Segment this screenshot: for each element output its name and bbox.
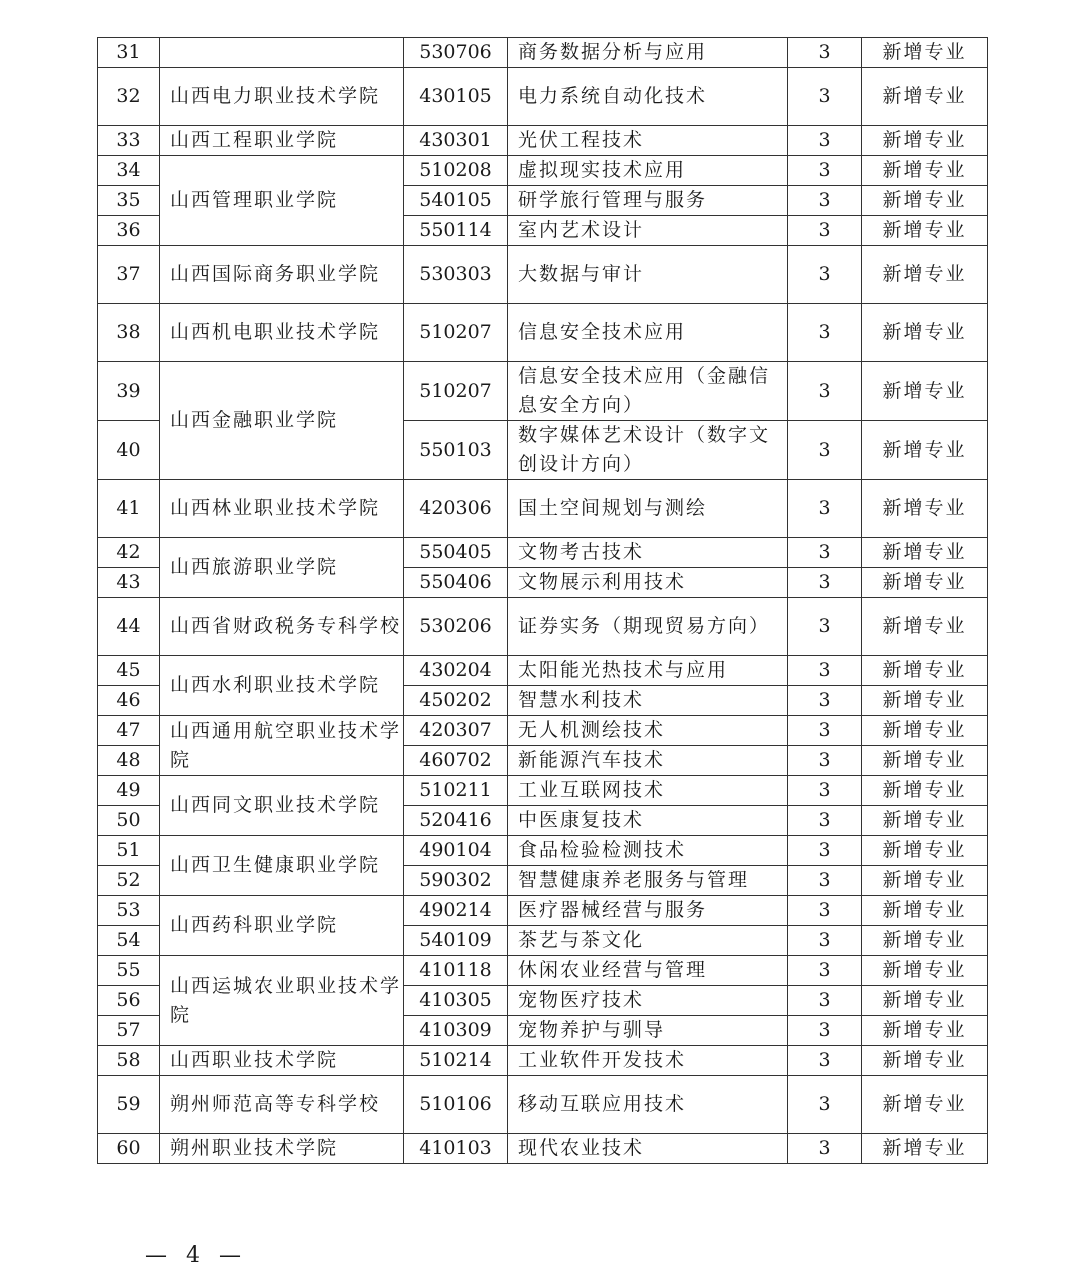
major-code: 530303 (404, 246, 508, 304)
change-type: 新增专业 (862, 716, 988, 746)
row-number: 53 (98, 896, 160, 926)
row-number: 46 (98, 686, 160, 716)
major-name: 工业互联网技术 (508, 776, 788, 806)
table-row (98, 538, 988, 568)
table-row (98, 716, 988, 746)
study-years: 3 (788, 68, 862, 126)
study-years: 3 (788, 1134, 862, 1164)
major-code: 550103 (404, 421, 508, 480)
major-name: 商务数据分析与应用 (508, 38, 788, 68)
major-name: 数字媒体艺术设计（数字文创设计方向） (508, 421, 788, 480)
change-type: 新增专业 (862, 986, 988, 1016)
major-name: 大数据与审计 (508, 246, 788, 304)
study-years: 3 (788, 776, 862, 806)
school-name: 朔州职业技术学院 (160, 1134, 404, 1164)
major-code: 510106 (404, 1076, 508, 1134)
change-type: 新增专业 (862, 38, 988, 68)
major-code: 550405 (404, 538, 508, 568)
row-number: 36 (98, 216, 160, 246)
table-row (98, 598, 988, 656)
major-name: 移动互联应用技术 (508, 1076, 788, 1134)
change-type: 新增专业 (862, 926, 988, 956)
table-row (98, 304, 988, 362)
major-name: 信息安全技术应用（金融信息安全方向） (508, 362, 788, 421)
study-years: 3 (788, 836, 862, 866)
row-number: 31 (98, 38, 160, 68)
major-code: 530206 (404, 598, 508, 656)
school-name: 山西工程职业学院 (160, 126, 404, 156)
study-years: 3 (788, 568, 862, 598)
school-name: 山西金融职业学院 (160, 362, 404, 480)
major-name: 中医康复技术 (508, 806, 788, 836)
school-name: 山西机电职业技术学院 (160, 304, 404, 362)
major-code: 420306 (404, 480, 508, 538)
major-name: 证券实务（期现贸易方向） (508, 598, 788, 656)
major-name: 文物展示利用技术 (508, 568, 788, 598)
change-type: 新增专业 (862, 746, 988, 776)
study-years: 3 (788, 956, 862, 986)
major-name: 国土空间规划与测绘 (508, 480, 788, 538)
row-number: 41 (98, 480, 160, 538)
school-name: 山西国际商务职业学院 (160, 246, 404, 304)
major-code: 550114 (404, 216, 508, 246)
table-row (98, 656, 988, 686)
major-name: 医疗器械经营与服务 (508, 896, 788, 926)
table-row (98, 776, 988, 806)
change-type: 新增专业 (862, 304, 988, 362)
major-code: 420307 (404, 716, 508, 746)
change-type: 新增专业 (862, 186, 988, 216)
change-type: 新增专业 (862, 1076, 988, 1134)
major-code: 430301 (404, 126, 508, 156)
change-type: 新增专业 (862, 686, 988, 716)
change-type: 新增专业 (862, 421, 988, 480)
school-name: 山西运城农业职业技术学院 (160, 956, 404, 1046)
majors-table (97, 37, 988, 1164)
row-number: 57 (98, 1016, 160, 1046)
major-name: 室内艺术设计 (508, 216, 788, 246)
study-years: 3 (788, 421, 862, 480)
change-type: 新增专业 (862, 362, 988, 421)
major-code: 540105 (404, 186, 508, 216)
major-name: 太阳能光热技术与应用 (508, 656, 788, 686)
major-code: 530706 (404, 38, 508, 68)
major-code: 520416 (404, 806, 508, 836)
major-name: 宠物养护与驯导 (508, 1016, 788, 1046)
school-name: 山西林业职业技术学院 (160, 480, 404, 538)
study-years: 3 (788, 716, 862, 746)
school-name: 山西同文职业技术学院 (160, 776, 404, 836)
study-years: 3 (788, 598, 862, 656)
table-row (98, 156, 988, 186)
table-row (98, 126, 988, 156)
study-years: 3 (788, 362, 862, 421)
major-code: 540109 (404, 926, 508, 956)
table-row (98, 896, 988, 926)
table-row (98, 836, 988, 866)
row-number: 37 (98, 246, 160, 304)
study-years: 3 (788, 806, 862, 836)
major-code: 460702 (404, 746, 508, 776)
school-name: 山西旅游职业学院 (160, 538, 404, 598)
row-number: 42 (98, 538, 160, 568)
school-name: 山西省财政税务专科学校 (160, 598, 404, 656)
change-type: 新增专业 (862, 1134, 988, 1164)
major-code: 510207 (404, 362, 508, 421)
page-number: — 4 — (145, 1243, 247, 1268)
change-type: 新增专业 (862, 836, 988, 866)
major-code: 410103 (404, 1134, 508, 1164)
major-code: 510207 (404, 304, 508, 362)
table-row (98, 362, 988, 421)
row-number: 45 (98, 656, 160, 686)
major-name: 无人机测绘技术 (508, 716, 788, 746)
change-type: 新增专业 (862, 126, 988, 156)
major-code: 410118 (404, 956, 508, 986)
school-name-empty (160, 38, 404, 68)
major-code: 410305 (404, 986, 508, 1016)
school-name: 朔州师范高等专科学校 (160, 1076, 404, 1134)
change-type: 新增专业 (862, 216, 988, 246)
major-code: 550406 (404, 568, 508, 598)
study-years: 3 (788, 686, 862, 716)
row-number: 38 (98, 304, 160, 362)
major-code: 510211 (404, 776, 508, 806)
study-years: 3 (788, 156, 862, 186)
row-number: 47 (98, 716, 160, 746)
major-code: 590302 (404, 866, 508, 896)
row-number: 58 (98, 1046, 160, 1076)
table-row (98, 480, 988, 538)
study-years: 3 (788, 1016, 862, 1046)
study-years: 3 (788, 866, 862, 896)
row-number: 60 (98, 1134, 160, 1164)
major-name: 现代农业技术 (508, 1134, 788, 1164)
row-number: 55 (98, 956, 160, 986)
change-type: 新增专业 (862, 776, 988, 806)
table-row (98, 68, 988, 126)
major-name: 新能源汽车技术 (508, 746, 788, 776)
table-row (98, 1076, 988, 1134)
change-type: 新增专业 (862, 156, 988, 186)
major-code: 510208 (404, 156, 508, 186)
change-type: 新增专业 (862, 568, 988, 598)
row-number: 54 (98, 926, 160, 956)
major-code: 490214 (404, 896, 508, 926)
change-type: 新增专业 (862, 1016, 988, 1046)
change-type: 新增专业 (862, 598, 988, 656)
row-number: 56 (98, 986, 160, 1016)
major-name: 食品检验检测技术 (508, 836, 788, 866)
major-code: 490104 (404, 836, 508, 866)
change-type: 新增专业 (862, 1046, 988, 1076)
row-number: 39 (98, 362, 160, 421)
change-type: 新增专业 (862, 246, 988, 304)
major-name: 研学旅行管理与服务 (508, 186, 788, 216)
table-row (98, 1134, 988, 1164)
row-number: 49 (98, 776, 160, 806)
row-number: 33 (98, 126, 160, 156)
change-type: 新增专业 (862, 480, 988, 538)
major-code: 430204 (404, 656, 508, 686)
study-years: 3 (788, 896, 862, 926)
row-number: 32 (98, 68, 160, 126)
major-name: 宠物医疗技术 (508, 986, 788, 1016)
school-name: 山西管理职业学院 (160, 156, 404, 246)
study-years: 3 (788, 986, 862, 1016)
school-name: 山西药科职业学院 (160, 896, 404, 956)
change-type: 新增专业 (862, 538, 988, 568)
row-number: 43 (98, 568, 160, 598)
study-years: 3 (788, 216, 862, 246)
table-row (98, 246, 988, 304)
study-years: 3 (788, 246, 862, 304)
study-years: 3 (788, 656, 862, 686)
row-number: 51 (98, 836, 160, 866)
school-name: 山西电力职业技术学院 (160, 68, 404, 126)
change-type: 新增专业 (862, 956, 988, 986)
major-name: 休闲农业经营与管理 (508, 956, 788, 986)
school-name: 山西卫生健康职业学院 (160, 836, 404, 896)
study-years: 3 (788, 746, 862, 776)
study-years: 3 (788, 538, 862, 568)
major-code: 430105 (404, 68, 508, 126)
row-number: 35 (98, 186, 160, 216)
major-code: 450202 (404, 686, 508, 716)
study-years: 3 (788, 1046, 862, 1076)
major-name: 信息安全技术应用 (508, 304, 788, 362)
row-number: 59 (98, 1076, 160, 1134)
major-name: 智慧水利技术 (508, 686, 788, 716)
change-type: 新增专业 (862, 866, 988, 896)
major-code: 510214 (404, 1046, 508, 1076)
major-code: 410309 (404, 1016, 508, 1046)
change-type: 新增专业 (862, 656, 988, 686)
study-years: 3 (788, 186, 862, 216)
major-name: 文物考古技术 (508, 538, 788, 568)
school-name: 山西通用航空职业技术学院 (160, 716, 404, 776)
school-name: 山西水利职业技术学院 (160, 656, 404, 716)
row-number: 34 (98, 156, 160, 186)
change-type: 新增专业 (862, 68, 988, 126)
change-type: 新增专业 (862, 896, 988, 926)
table-row (98, 956, 988, 986)
major-name: 电力系统自动化技术 (508, 68, 788, 126)
study-years: 3 (788, 480, 862, 538)
study-years: 3 (788, 304, 862, 362)
major-name: 光伏工程技术 (508, 126, 788, 156)
table-row (98, 1046, 988, 1076)
row-number: 48 (98, 746, 160, 776)
row-number: 52 (98, 866, 160, 896)
table-row (98, 38, 988, 68)
major-name: 工业软件开发技术 (508, 1046, 788, 1076)
study-years: 3 (788, 926, 862, 956)
major-name: 茶艺与茶文化 (508, 926, 788, 956)
study-years: 3 (788, 1076, 862, 1134)
row-number: 44 (98, 598, 160, 656)
study-years: 3 (788, 38, 862, 68)
school-name: 山西职业技术学院 (160, 1046, 404, 1076)
row-number: 40 (98, 421, 160, 480)
major-name: 智慧健康养老服务与管理 (508, 866, 788, 896)
major-name: 虚拟现实技术应用 (508, 156, 788, 186)
change-type: 新增专业 (862, 806, 988, 836)
row-number: 50 (98, 806, 160, 836)
study-years: 3 (788, 126, 862, 156)
